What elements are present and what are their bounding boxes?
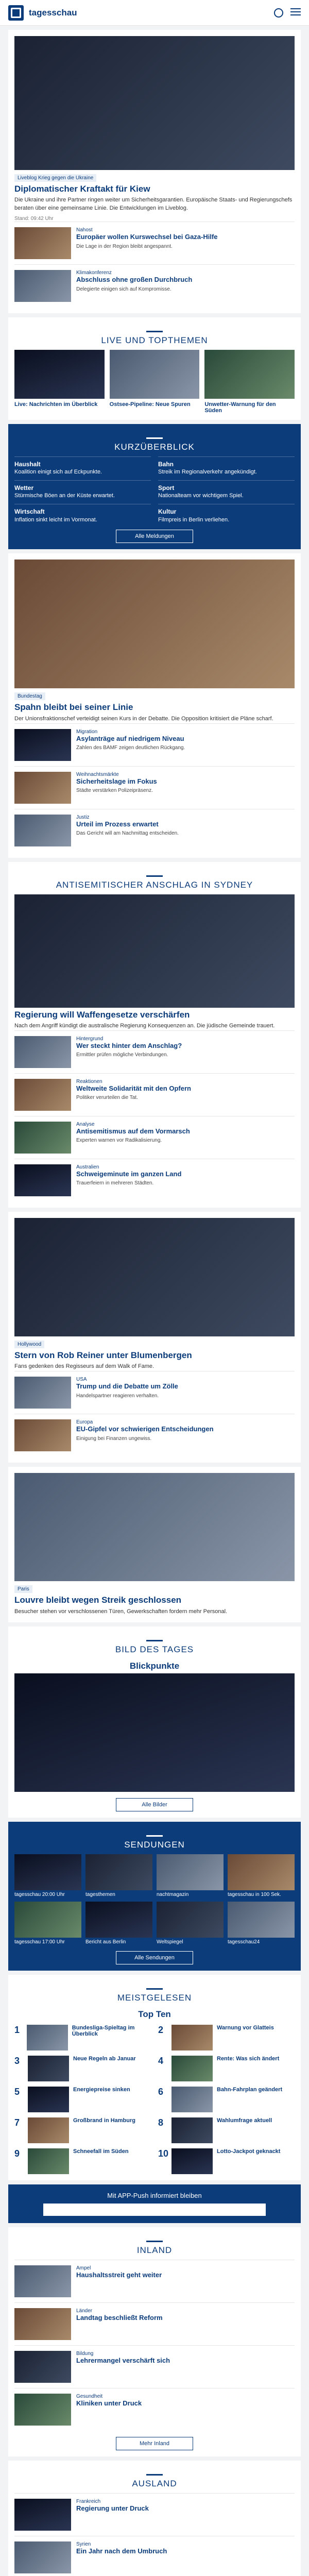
list-item[interactable] — [14, 222, 295, 264]
item-teaser: Experten warnen vor Radikalisierung. — [76, 1138, 162, 1144]
sendung-item[interactable] — [14, 1854, 81, 1897]
item-teaser: Streik im Regionalverkehr angekündigt. — [158, 469, 257, 476]
item-title[interactable]: EU-Gipfel vor schwierigen Entscheidungen — [76, 1425, 214, 1433]
list-item[interactable] — [158, 2087, 295, 2112]
live-item[interactable] — [14, 350, 105, 414]
list-item[interactable] — [14, 1030, 295, 1073]
list-item[interactable] — [14, 809, 295, 852]
story-topline: Bundestag — [14, 692, 45, 700]
section-title: BILD DES TAGES — [14, 1633, 295, 1659]
sendung-item[interactable] — [14, 1902, 81, 1945]
more-button[interactable]: Mehr Inland — [116, 2437, 193, 2450]
item-topline: Australien — [76, 1164, 99, 1171]
item-teaser: Städte verstärken Polizeipräsenz. — [76, 787, 153, 793]
item-title: tagesthemen — [85, 1892, 115, 1898]
item-title[interactable]: Warnung vor Glatteis — [217, 2025, 274, 2031]
list-item[interactable] — [14, 2148, 151, 2174]
item-title[interactable]: Weltweite Solidarität mit den Opfern — [76, 1084, 191, 1093]
item-teaser: Nationalteam vor wichtigem Spiel. — [158, 493, 244, 499]
list-item[interactable] — [14, 2260, 295, 2302]
thumb-image — [14, 1079, 71, 1111]
lead-story[interactable] — [8, 30, 301, 313]
thumb-image — [171, 2025, 213, 2050]
story-headline[interactable]: Stern von Rob Reiner unter Blumenbergen — [14, 1350, 192, 1361]
rank: 4 — [158, 2056, 164, 2066]
item-teaser: Einigung bei Finanzen ungewiss. — [76, 1435, 152, 1442]
item-teaser: Handelspartner reagieren verhalten. — [76, 1393, 159, 1399]
list-item[interactable] — [158, 2148, 295, 2174]
list-item[interactable] — [14, 723, 295, 766]
list-item[interactable] — [14, 2302, 295, 2345]
thumb-image — [171, 2087, 213, 2112]
rank: 9 — [14, 2148, 20, 2159]
item-title[interactable]: Schweigeminute im ganzen Land — [76, 1170, 182, 1178]
item-title[interactable]: Asylanträge auf niedrigem Niveau — [76, 734, 184, 742]
item-title[interactable]: Ein Jahr nach dem Umbruch — [76, 2547, 167, 2555]
thumb-image — [27, 2025, 68, 2050]
story-block — [8, 1467, 301, 1622]
logo[interactable] — [8, 5, 24, 21]
item-topline: USA — [76, 1377, 87, 1383]
thumb-image — [228, 1902, 295, 1938]
item-title: Weltspiegel — [157, 1939, 183, 1945]
item-topline: Analyse — [76, 1122, 95, 1128]
item-title[interactable]: Bundesliga-Spieltag im Überblick — [72, 2025, 135, 2038]
thumb-image — [14, 2394, 71, 2426]
sendung-item[interactable] — [157, 1854, 224, 1897]
item-title: tagesschau24 — [228, 1939, 260, 1945]
more-button[interactable]: Alle Sendungen — [116, 1951, 193, 1964]
item-title[interactable]: Haushaltsstreit geht weiter — [76, 2271, 162, 2279]
thumb-image — [110, 350, 200, 399]
thumb-image — [28, 2087, 69, 2112]
item-topline: Bildung — [76, 2351, 94, 2357]
item-topline: Justiz — [76, 814, 90, 820]
menu-icon[interactable] — [290, 8, 301, 15]
sendung-item[interactable] — [85, 1902, 152, 1945]
bild-des-tages-section — [8, 1626, 301, 1818]
list-item[interactable] — [14, 2087, 151, 2112]
item-title: tagesschau 20:00 Uhr — [14, 1892, 65, 1898]
list-item[interactable] — [14, 2056, 151, 2081]
item-topline: Hintergrund — [76, 1036, 104, 1042]
sendung-item[interactable] — [157, 1902, 224, 1945]
thumb-image — [14, 2308, 71, 2340]
item-topline: Gesundheit — [76, 2394, 103, 2400]
sendung-item[interactable] — [228, 1902, 295, 1945]
thumb-image — [85, 1854, 152, 1890]
list-item[interactable] — [158, 2056, 295, 2081]
thumb-image — [14, 815, 71, 846]
section-title: MEISTGELESEN — [14, 1981, 295, 2007]
list-item[interactable] — [14, 480, 151, 500]
rank: 7 — [14, 2117, 20, 2128]
search-icon[interactable] — [274, 8, 283, 18]
rank: 8 — [158, 2117, 164, 2128]
thumb-image — [14, 350, 105, 399]
thumb-image — [14, 2351, 71, 2383]
item-title: Sport — [158, 484, 175, 492]
thumb-image — [14, 1164, 71, 1196]
lead-meta: Stand: 09:42 Uhr — [14, 216, 54, 222]
list-item[interactable] — [14, 504, 151, 523]
thumb-image — [28, 2117, 69, 2143]
item-teaser: Filmpreis in Berlin verliehen. — [158, 516, 230, 523]
story-image[interactable] — [14, 1473, 295, 1581]
sendung-item[interactable] — [85, 1854, 152, 1897]
story-teaser: Besucher stehen vor verschlossenen Türen, Gewerkschaften fordern mehr Personal. — [14, 1608, 228, 1615]
item-teaser: Die Lage in der Region bleibt angespannt. — [76, 243, 173, 249]
banner-title: Mit APP-Push informiert bleiben — [107, 2192, 202, 2200]
thumb-image — [14, 1902, 81, 1938]
thumb-image — [157, 1854, 224, 1890]
story-topline: Hollywood — [14, 1341, 44, 1348]
rank: 5 — [14, 2087, 20, 2097]
item-teaser: Ermittler prüfen mögliche Verbindungen. — [76, 1052, 168, 1058]
thumb-image — [228, 1854, 295, 1890]
lead-topline: Liveblog Krieg gegen die Ukraine — [14, 174, 96, 182]
item-topline: Reaktionen — [76, 1079, 102, 1085]
list-item[interactable] — [158, 480, 295, 500]
thumb-image — [85, 1902, 152, 1938]
list-item[interactable] — [14, 1414, 295, 1456]
item-title: tagesschau in 100 Sek. — [228, 1892, 281, 1898]
item-title[interactable]: Bahn-Fahrplan geändert — [217, 2087, 283, 2093]
item-topline: Nahost — [76, 227, 93, 233]
brand-name[interactable]: tagesschau — [29, 7, 77, 18]
item-title: Wetter — [14, 484, 34, 492]
item-teaser: Stürmische Böen an der Küste erwartet. — [14, 493, 115, 499]
thumb-image — [14, 1036, 71, 1068]
item-title: Bahn — [158, 461, 174, 468]
banner-field[interactable] — [43, 2204, 266, 2216]
item-title[interactable]: Regierung unter Druck — [76, 2504, 149, 2513]
item-title[interactable]: Energiepreise sinken — [73, 2087, 130, 2093]
site-header — [0, 0, 309, 26]
more-button[interactable]: Alle Meldungen — [116, 530, 193, 543]
story-block — [8, 553, 301, 857]
list-item[interactable] — [14, 2345, 295, 2388]
thumb-image — [14, 2265, 71, 2297]
item-title: Wirtschaft — [14, 508, 45, 516]
section-title: LIVE UND TOPTHEMEN — [14, 324, 295, 350]
item-topline: Weihnachtsmärkte — [76, 771, 119, 777]
list-item[interactable] — [14, 1159, 295, 1201]
item-title: Bericht aus Berlin — [85, 1939, 126, 1945]
list-item[interactable] — [14, 2025, 151, 2050]
story-topline: Paris — [14, 1585, 32, 1593]
lead-headline[interactable]: Diplomatischer Kraftakt für Kiew — [14, 184, 150, 194]
item-title[interactable]: Unwetter-Warnung für den Süden — [204, 401, 276, 414]
item-teaser: Zahlen des BAMF zeigen deutlichen Rückgang. — [76, 744, 185, 751]
item-topline: Klimakonferenz — [76, 270, 112, 276]
item-topline: Frankreich — [76, 2499, 101, 2505]
thumb-image — [14, 1122, 71, 1154]
list-item[interactable] — [14, 766, 295, 809]
section-title: AUSLAND — [14, 2467, 295, 2493]
item-title[interactable]: Neue Regeln ab Januar — [73, 2056, 136, 2062]
item-title[interactable]: Schneefall im Süden — [73, 2148, 129, 2155]
lead-teaser: Die Ukraine und ihre Partner ringen weiter um Sicherheitsgarantien. Europäische Staats- und Regierungschefs beraten über eine gemeinsame Linie. Die Entwicklungen im Liveblog. — [14, 197, 293, 212]
item-teaser: Koalition einigt sich auf Eckpunkte. — [14, 469, 102, 476]
item-title[interactable]: Kliniken unter Druck — [76, 2399, 142, 2408]
item-title: Haushalt — [14, 461, 41, 468]
thumb-image — [14, 2499, 71, 2531]
item-teaser: Trauerfeiern in mehreren Städten. — [76, 1180, 154, 1187]
kurzueberblick-section — [8, 424, 301, 549]
thumb-image — [14, 2541, 71, 2573]
list-item[interactable] — [14, 2117, 151, 2143]
item-title[interactable]: Wer steckt hinter dem Anschlag? — [76, 1042, 182, 1050]
list-item[interactable] — [158, 2025, 295, 2050]
app-banner[interactable] — [8, 2184, 301, 2223]
thumb-image — [14, 1419, 71, 1451]
section-title: INLAND — [14, 2233, 295, 2260]
rank: 3 — [14, 2056, 20, 2066]
list-item[interactable] — [14, 2493, 295, 2536]
rank: 2 — [158, 2025, 164, 2036]
section-title: KURZÜBERBLICK — [14, 430, 295, 456]
list-item[interactable] — [158, 2117, 295, 2143]
section-title: SENDUNGEN — [14, 1828, 295, 1854]
thumb-image — [14, 227, 71, 259]
story-image[interactable] — [14, 894, 295, 1008]
story-teaser: Der Unionsfraktionschef verteidigt seinen Kurs in der Debatte. Die Opposition kritisiert die Pläne scharf. — [14, 715, 273, 722]
story-block — [8, 1212, 301, 1463]
item-title[interactable]: Rente: Was sich ändert — [217, 2056, 280, 2062]
thumb-image — [14, 1854, 81, 1890]
lead-image[interactable] — [14, 36, 295, 170]
item-topline: Migration — [76, 728, 98, 735]
thumb-image — [204, 350, 295, 399]
list-item[interactable] — [14, 456, 151, 476]
bild-image[interactable] — [14, 1673, 295, 1792]
item-teaser: Inflation sinkt leicht im Vormonat. — [14, 516, 97, 523]
thumb-image — [28, 2148, 69, 2174]
thumb-image — [14, 1377, 71, 1409]
item-title: tagesschau 17:00 Uhr — [14, 1939, 65, 1945]
list-item[interactable] — [14, 2536, 295, 2576]
item-teaser: Das Gericht will am Nachmittag entscheiden. — [76, 830, 179, 836]
item-topline: Europa — [76, 1419, 93, 1426]
section-subtitle: Top Ten — [138, 2009, 171, 2020]
list-item[interactable] — [14, 1371, 295, 1414]
item-title[interactable]: Europäer wollen Kurswechsel bei Gaza-Hilfe — [76, 233, 218, 241]
thumb-image — [14, 729, 71, 761]
item-title[interactable]: Urteil im Prozess erwartet — [76, 820, 159, 828]
top-section — [8, 1975, 301, 2180]
item-title[interactable]: Antisemitismus auf dem Vormarsch — [76, 1127, 190, 1136]
list-item[interactable] — [158, 456, 295, 476]
item-title[interactable]: Landtag beschließt Reform — [76, 2314, 163, 2322]
item-title[interactable]: Trump und die Debatte um Zölle — [76, 1382, 178, 1391]
item-teaser: Politiker verurteilen die Tat. — [76, 1095, 138, 1101]
thumb-image — [14, 270, 71, 302]
thumb-image — [157, 1902, 224, 1938]
inland-section — [8, 2227, 301, 2456]
story-headline[interactable]: Louvre bleibt wegen Streik geschlossen — [14, 1595, 182, 1605]
item-title[interactable]: Abschluss ohne großen Durchbruch — [76, 276, 193, 284]
item-title[interactable]: Lehrermangel verschärft sich — [76, 2357, 170, 2365]
rank: 6 — [158, 2087, 164, 2097]
item-title[interactable]: Großbrand in Hamburg — [73, 2117, 135, 2124]
item-title: nachtmagazin — [157, 1892, 189, 1898]
item-title[interactable]: Ostsee-Pipeline: Neue Spuren — [109, 401, 191, 408]
story-image[interactable] — [14, 560, 295, 688]
list-item[interactable] — [158, 504, 295, 523]
story-headline[interactable]: Spahn bleibt bei seiner Linie — [14, 702, 133, 713]
live-section — [8, 317, 301, 420]
rank: 1 — [14, 2025, 20, 2036]
sendung-item[interactable] — [228, 1854, 295, 1897]
item-topline: Länder — [76, 2308, 93, 2314]
list-item[interactable] — [14, 1116, 295, 1159]
item-topline: Syrien — [76, 2541, 91, 2548]
list-item[interactable] — [14, 1073, 295, 1116]
live-item[interactable] — [204, 350, 295, 414]
section-subtitle: Blickpunkte — [129, 1660, 180, 1671]
thumb-image — [28, 2056, 69, 2081]
story-image[interactable] — [14, 1218, 295, 1336]
story-teaser: Nach dem Angriff kündigt die australische Regierung Konsequenzen an. Die jüdische Gemeinde trauert. — [14, 1023, 275, 1029]
list-item[interactable] — [14, 2388, 295, 2431]
item-title[interactable]: Lotto-Jackpot geknackt — [217, 2148, 281, 2155]
thumb-image — [171, 2056, 213, 2081]
thumb-image — [171, 2148, 213, 2174]
list-item[interactable] — [14, 264, 295, 307]
item-topline: Ampel — [76, 2265, 91, 2272]
item-title: Kultur — [158, 508, 177, 516]
more-button[interactable]: Alle Bilder — [116, 1798, 193, 1811]
item-title[interactable]: Sicherheitslage im Fokus — [76, 777, 157, 785]
story-teaser: Fans gedenken des Regisseurs auf dem Walk of Fame. — [14, 1363, 154, 1370]
rank: 10 — [158, 2148, 169, 2159]
section-title: ANTISEMITISCHER ANSCHLAG IN SYDNEY — [14, 868, 295, 894]
special-section — [8, 862, 301, 1208]
thumb-image — [14, 772, 71, 804]
ausland-section — [8, 2461, 301, 2576]
live-item[interactable] — [110, 350, 200, 414]
item-title[interactable]: Wahlumfrage aktuell — [217, 2117, 272, 2124]
story-headline[interactable]: Regierung will Waffengesetze verschärfen — [14, 1009, 190, 1020]
item-teaser: Delegierte einigen sich auf Kompromisse. — [76, 286, 171, 292]
thumb-image — [171, 2117, 213, 2143]
item-title[interactable]: Live: Nachrichten im Überblick — [14, 401, 98, 408]
sendungen-section — [8, 1822, 301, 1971]
